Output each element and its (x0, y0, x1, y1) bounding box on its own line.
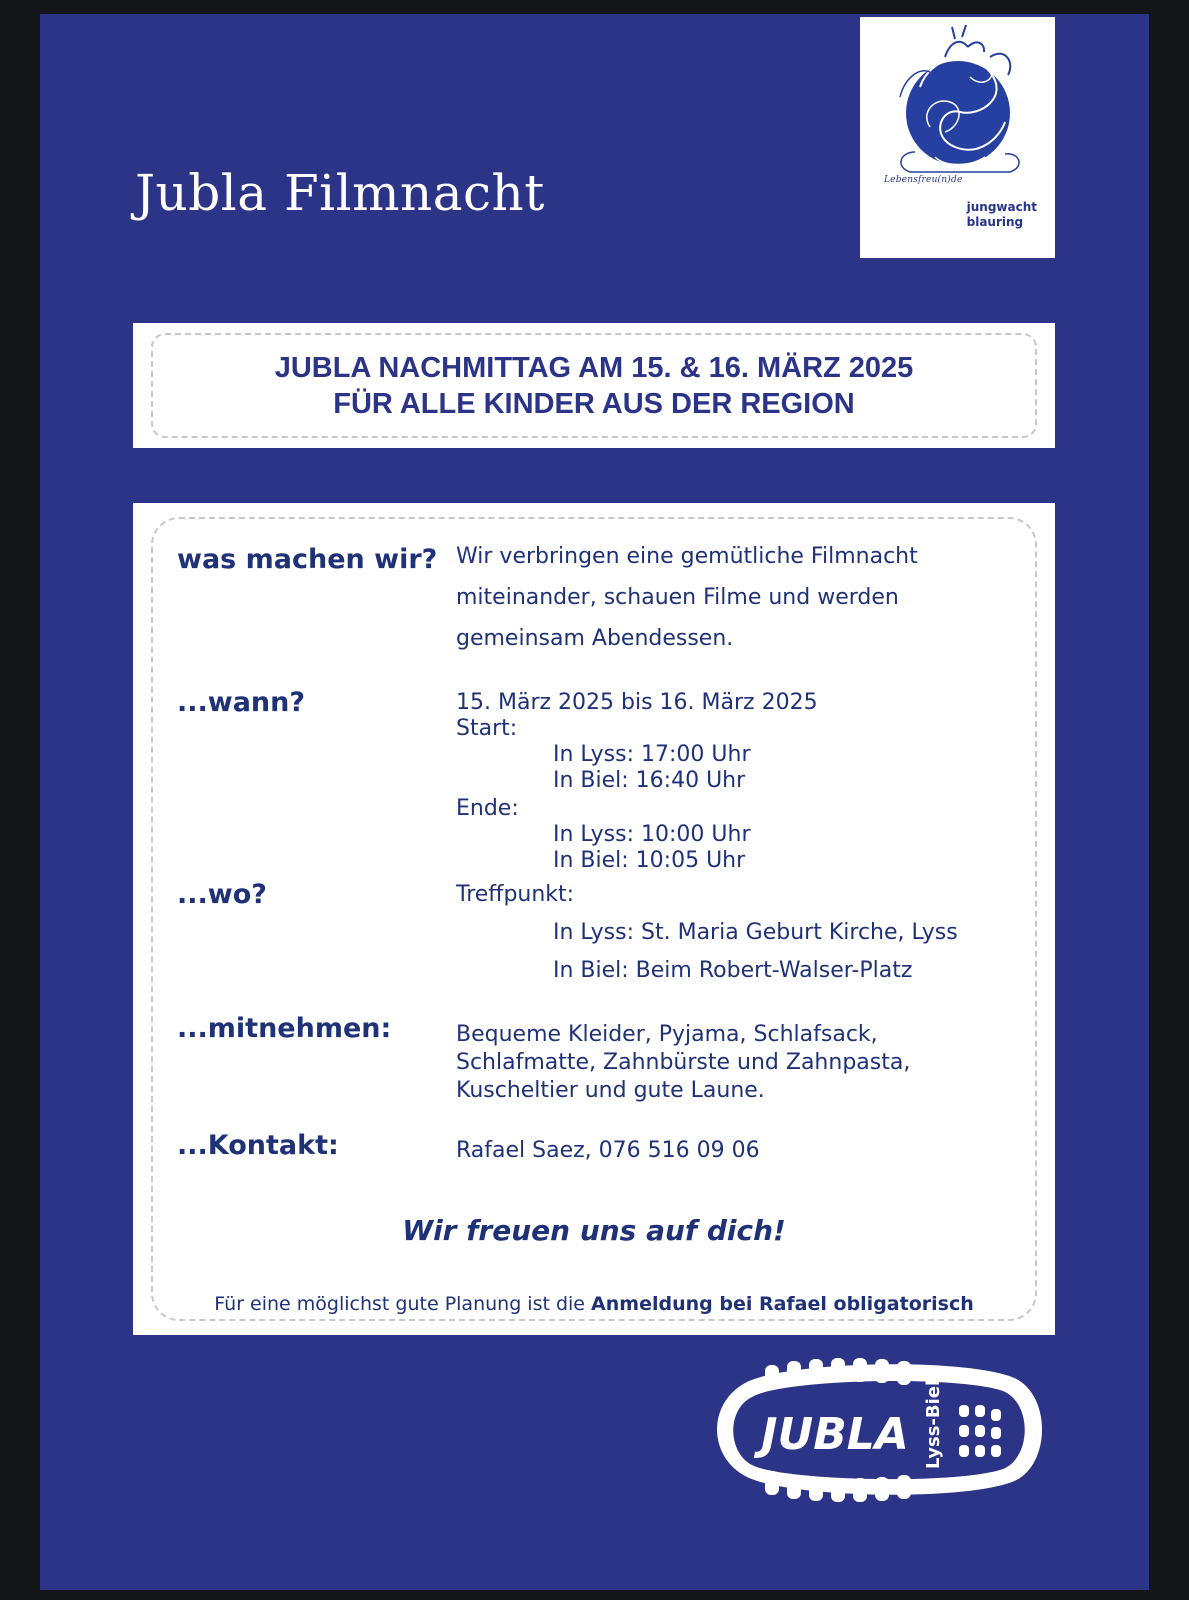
banner-dashed-frame (151, 333, 1037, 438)
kontakt-value: Rafael Saez, 076 516 09 06 (456, 1138, 760, 1163)
wann-dates: 15. März 2025 bis 16. März 2025 (456, 690, 818, 715)
wann-end-biel: In Biel: 10:05 Uhr (553, 848, 746, 873)
logo-tagline: Lebensfreu(n)de (884, 175, 963, 185)
jubla-lyss-biel-logo (707, 1357, 1052, 1502)
wann-start-lyss: In Lyss: 17:00 Uhr (553, 742, 751, 767)
headline-banner (133, 323, 1055, 448)
registration-note (133, 1293, 1055, 1315)
wann-end-lyss: In Lyss: 10:00 Uhr (553, 822, 751, 847)
logo-name-line1: jungwacht (966, 200, 1037, 214)
was-line-1: Wir verbringen eine gemütliche Filmnacht (456, 544, 918, 569)
mitnehmen-line-3: Kuscheltier und gute Laune. (456, 1078, 765, 1103)
closing-message: Wir freuen uns auf dich! (402, 1214, 786, 1247)
wo-biel: In Biel: Beim Robert-Walser-Platz (553, 958, 913, 983)
label-wann: ...wann? (177, 687, 306, 718)
info-card (133, 503, 1055, 1335)
wann-end-label: Ende: (456, 796, 519, 821)
footnote-bold: Anmeldung bei Rafael obligatorisch (591, 1293, 974, 1315)
mitnehmen-line-1: Bequeme Kleider, Pyjama, Schlafsack, (456, 1022, 878, 1047)
banner-line-2: FÜR ALLE KINDER AUS DER REGION (333, 387, 855, 420)
label-wo: ...wo? (177, 879, 267, 910)
wo-meeting-label: Treffpunkt: (456, 882, 575, 907)
was-description (456, 536, 918, 659)
banner-line-1: JUBLA NACHMITTAG AM 15. & 16. MÄRZ 2025 (274, 351, 914, 384)
logo-name (967, 200, 1037, 230)
poster-title: Jubla Filmnacht (135, 164, 545, 222)
label-kontakt: ...Kontakt: (177, 1130, 339, 1161)
jubla-logo-word: JUBLA (761, 1409, 909, 1460)
wo-lyss: In Lyss: St. Maria Geburt Kirche, Lyss (553, 920, 958, 945)
was-line-2: miteinander, schauen Filme und werden (456, 585, 899, 610)
wann-start-biel: In Biel: 16:40 Uhr (553, 768, 746, 793)
jungwacht-blauring-logo (860, 17, 1055, 258)
poster (40, 14, 1149, 1590)
footnote-normal: Für eine möglichst gute Planung ist die (214, 1293, 592, 1315)
jubla-logo-sub: Lyss-Biel (923, 1379, 944, 1469)
globe-drawing-icon (860, 17, 1055, 187)
label-mitnehmen: ...mitnehmen: (177, 1013, 392, 1044)
label-was-machen-wir: was machen wir? (177, 544, 438, 575)
was-line-3: gemeinsam Abendessen. (456, 626, 734, 651)
mitnehmen-list (456, 1021, 910, 1105)
logo-name-line2: blauring (966, 215, 1024, 229)
wann-start-label: Start: (456, 716, 518, 741)
mitnehmen-line-2: Schlafmatte, Zahnbürste und Zahnpasta, (456, 1050, 911, 1075)
